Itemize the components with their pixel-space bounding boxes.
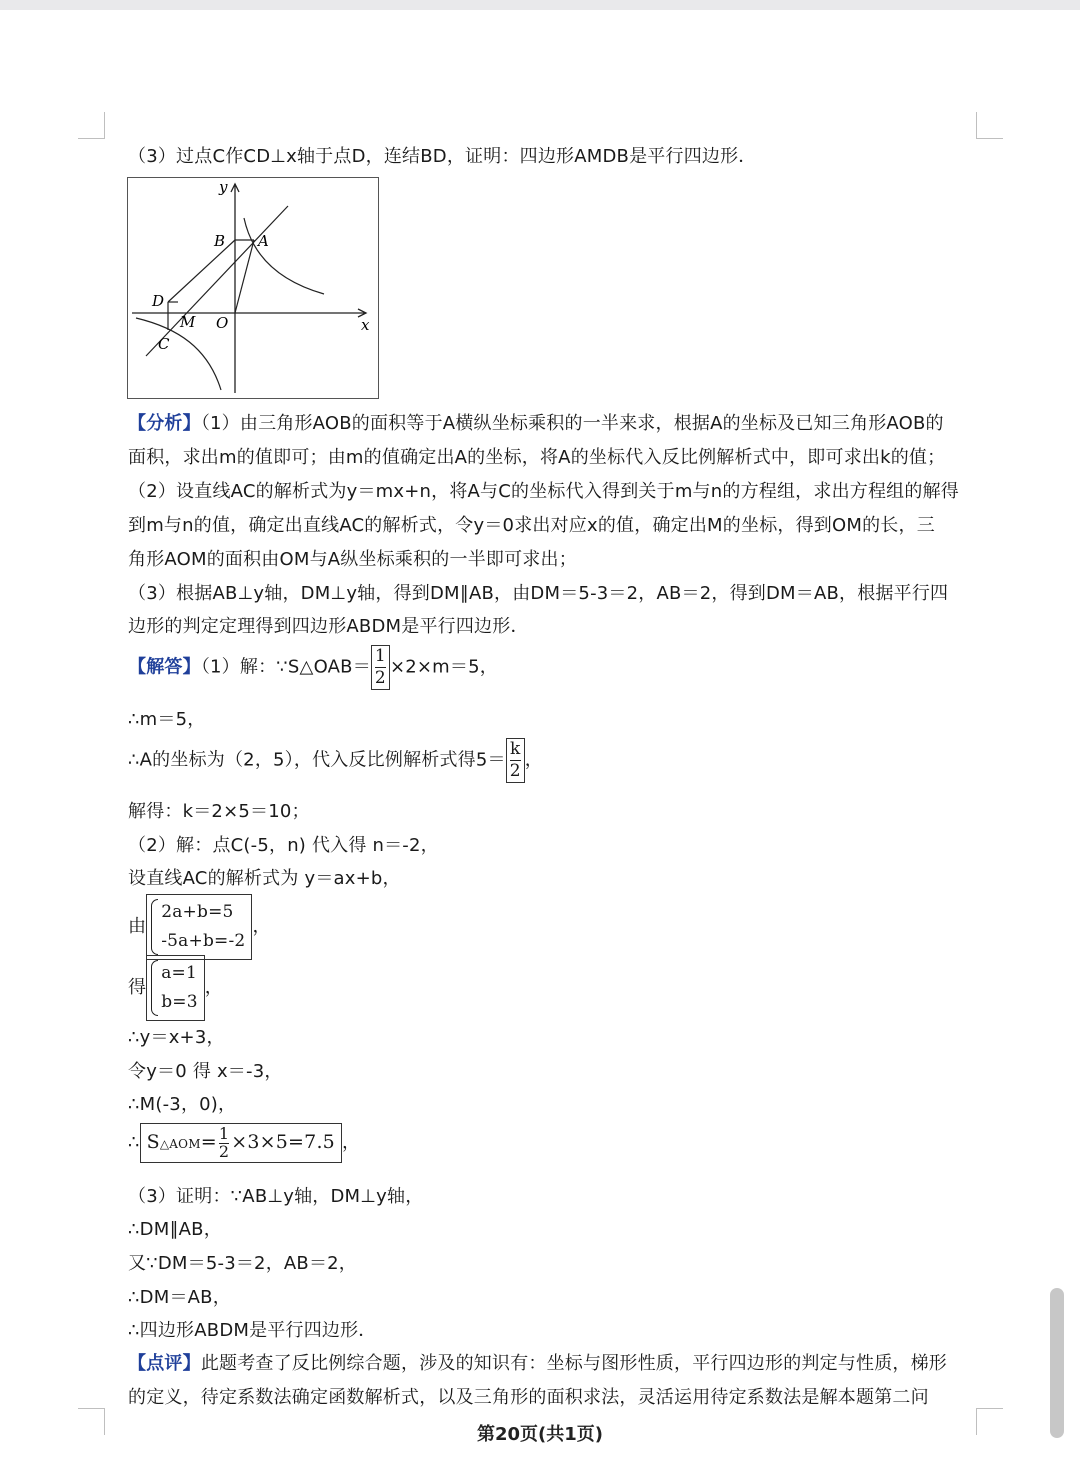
area-subscript: △AOM (159, 1137, 201, 1151)
answer-line-10: （3）证明：∵AB⊥y轴，DM⊥y轴， (128, 1186, 424, 1207)
equation-system-2 (146, 955, 205, 1021)
analysis-line-5: 角形AOM的面积由OM与A纵坐标乘积的一半即可求出； (128, 549, 577, 570)
label-m: M (180, 313, 196, 331)
answer-line-7: ∴y＝x+3， (128, 1027, 225, 1048)
label-b: B (214, 232, 226, 250)
answer-line-9: ∴M(-3，0)， (128, 1094, 237, 1115)
fraction-denominator: 2 (509, 761, 521, 781)
equation-system-1 (146, 894, 252, 960)
answer-line-5: （2）解：点C(-5，n) 代入得 n＝-2， (128, 835, 439, 856)
equation-system-2-line (128, 955, 223, 1021)
area-fraction-numerator: 1 (218, 1124, 230, 1143)
answer-tag: 【解答】 (128, 656, 201, 678)
system-2-suffix: ， (204, 977, 223, 998)
crop-mark-top-right (976, 112, 1003, 139)
label-y: y (219, 178, 228, 196)
segment-ao (235, 240, 254, 313)
area-equals: = (200, 1131, 217, 1153)
analysis-text-1: （1）由三角形AOB的面积等于A横纵坐标乘积的一半来求，根据A的坐标及已知三角形AOB的 (200, 413, 944, 434)
hyperbola-branch-upper (244, 218, 324, 294)
comment-line-2: 的定义，待定系数法确定函数解析式，以及三角形的面积求法，灵活运用待定系数法是解本题第二问 (128, 1387, 929, 1408)
answer-text-1a: （1）解：∵S△OAB＝ (200, 656, 371, 678)
fraction-one-half (371, 645, 390, 690)
system-1-row-2: -5a+b=-2 (161, 931, 246, 951)
fraction-numerator: 1 (374, 646, 386, 666)
answer-line-14: ∴四边形ABDM是平行四边形． (128, 1320, 377, 1341)
comment-line-1 (128, 1349, 947, 1375)
area-s: S (146, 1131, 160, 1153)
answer-line-8: 令y＝0 得 x＝-3， (128, 1061, 283, 1082)
fraction-denominator: 2 (374, 668, 386, 688)
analysis-line-4: 到m与n的值，确定出直线AC的解析式，令y＝0求出对应x的值，确定出M的坐标，得到OM的长，三 (128, 515, 935, 536)
comment-tag: 【点评】 (128, 1353, 201, 1374)
label-d: D (152, 292, 165, 310)
figure-svg (128, 178, 378, 398)
system-2-row-1: a=1 (161, 963, 197, 983)
answer-line-3 (128, 738, 543, 783)
analysis-line-7: 边形的判定定理得到四边形ABDM是平行四边形． (128, 616, 529, 637)
label-a: A (258, 232, 269, 250)
system-2-prefix: 得 (128, 977, 147, 998)
top-band (0, 0, 1080, 10)
crop-mark-top-left (78, 112, 105, 139)
line-ac (146, 206, 288, 356)
system-1-suffix: ， (252, 916, 271, 937)
answer-line-2: ∴m＝5， (128, 709, 206, 730)
area-prefix: ∴ (128, 1132, 140, 1153)
analysis-line-1 (128, 409, 944, 435)
system-2-row-2: b=3 (161, 992, 198, 1012)
equation-system-1-line (128, 894, 271, 960)
area-suffix: ， (341, 1132, 361, 1153)
answer-line-4: 解得：k＝2×5＝10； (128, 801, 310, 822)
system-1-prefix: 由 (128, 916, 147, 937)
answer-text-3b: ， (524, 749, 543, 771)
fraction-k-over-2 (506, 738, 525, 783)
hyperbola-branch-lower (136, 318, 221, 390)
analysis-line-3: （2）设直线AC的解析式为y＝mx+n，将A与C的坐标代入得到关于m与n的方程组，求出方程组的解得 (128, 481, 959, 502)
page-footer: 第20页(共1页) (476, 1424, 604, 1445)
analysis-line-6: （3）根据AB⊥y轴，DM⊥y轴，得到DM∥AB，由DM＝5-3＝2，AB＝2，得到DM＝AB，根据平行四 (128, 583, 949, 604)
scrollbar-thumb[interactable] (1050, 1288, 1064, 1438)
answer-line-1 (128, 645, 498, 690)
answer-line-12: 又∵DM＝5-3＝2，AB＝2， (128, 1253, 358, 1274)
area-rest: ×3×5=7.5 (231, 1131, 335, 1153)
area-fraction (219, 1126, 229, 1160)
coordinate-figure (127, 177, 379, 399)
answer-line-6: 设直线AC的解析式为 y＝ax+b， (128, 868, 401, 889)
analysis-line-2: 面积，求出m的值即可；由m的值确定出A的坐标，将A的坐标代入反比例解析式中，即可求出k的值； (128, 447, 946, 468)
label-o: O (216, 314, 229, 332)
analysis-tag: 【分析】 (128, 413, 201, 434)
label-c: C (158, 335, 170, 353)
answer-line-11: ∴DM∥AB， (128, 1219, 222, 1240)
answer-text-3a: ∴A的坐标为（2，5），代入反比例解析式得5＝ (128, 749, 506, 771)
fraction-numerator: k (509, 739, 521, 759)
area-formula-line (128, 1123, 360, 1163)
label-x: x (361, 316, 370, 334)
answer-line-13: ∴DM＝AB， (128, 1287, 231, 1308)
question-3-title: （3）过点C作CD⊥x轴于点D，连结BD，证明：四边形AMDB是平行四边形． (128, 146, 757, 167)
comment-text-1: 此题考查了反比例综合题，涉及的知识有：坐标与图形性质，平行四边形的判定与性质，梯形 (200, 1353, 948, 1374)
system-1-row-1: 2a+b=5 (161, 902, 234, 922)
area-fraction-denominator: 2 (218, 1142, 230, 1161)
area-formula (140, 1123, 342, 1163)
answer-text-1b: ×2×m＝5， (389, 656, 498, 678)
